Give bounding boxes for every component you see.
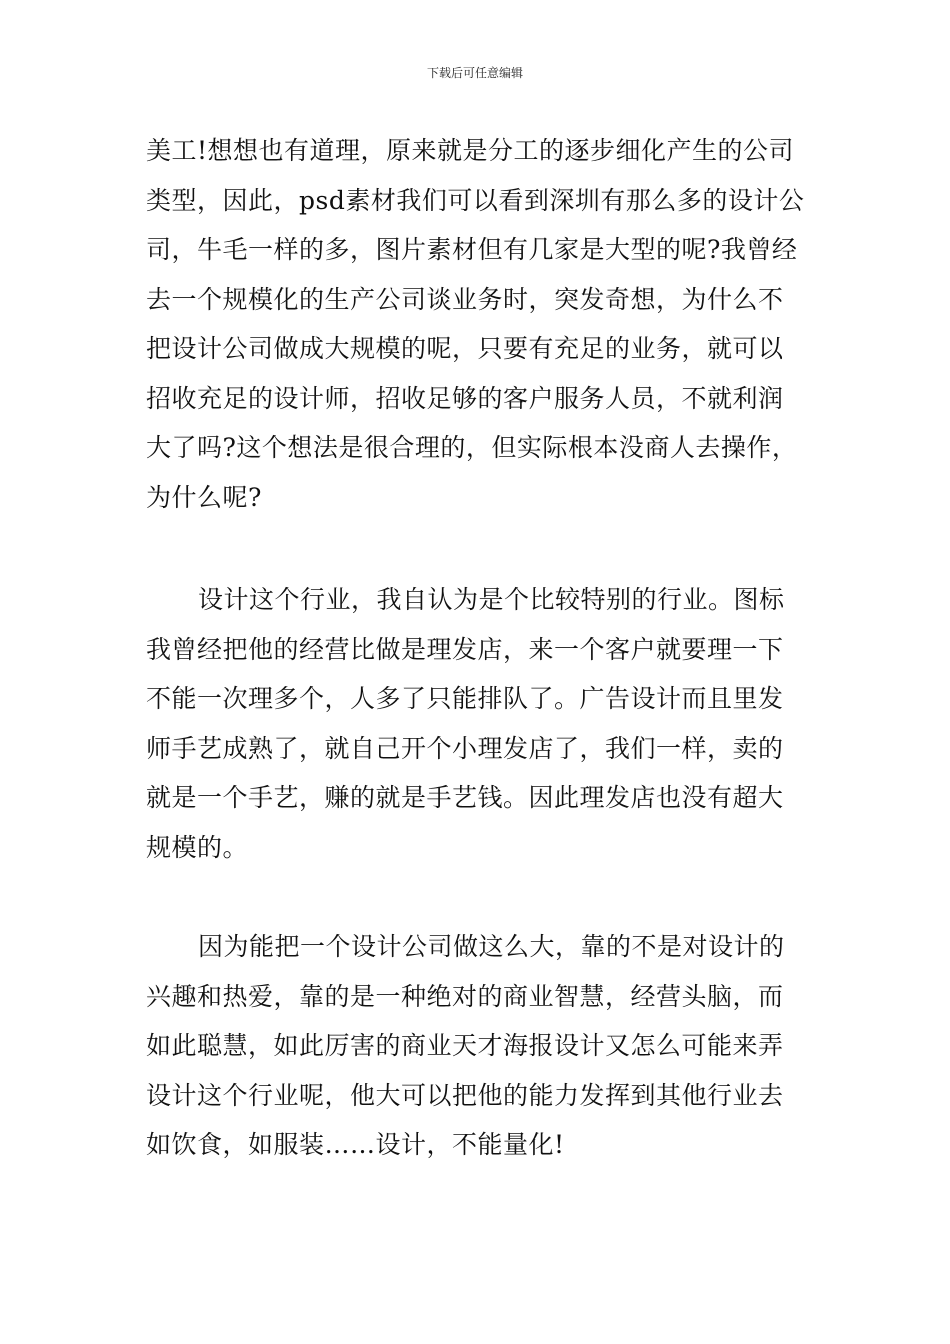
text-line: 把设计公司做成大规模的呢，只要有充足的业务，就可以 — [146, 334, 784, 363]
text-line: 我曾经把他的经营比做是理发店，来一个客户就要理一下 — [146, 634, 784, 664]
text-line-content: 设计这个行业，我自认为是个比较特别的行业。图标 — [198, 585, 785, 614]
text-line: 如此聪慧，如此厉害的商业天才海报设计又怎么可能来弄 — [146, 1031, 784, 1060]
paragraph-1 — [146, 126, 810, 522]
text-line: 类型，因此，psd素材我们可以看到深圳有那么多的设计公 — [146, 185, 805, 215]
paragraph-2 — [146, 575, 810, 872]
text-line-first — [146, 922, 810, 972]
text-line: 去一个规模化的生产公司谈业务时，突发奇想，为什么不 — [146, 284, 784, 314]
text-line-content: 因为能把一个设计公司做这么大，靠的不是对设计的 — [198, 932, 785, 961]
text-line: 招收充足的设计师，招收足够的客户服务人员，不就利润 — [146, 383, 784, 413]
text-line: 美工!想想也有道理，原来就是分工的逐步细化产生的公司 — [146, 136, 795, 165]
text-line: 如饮食，如服装……设计，不能量化! — [146, 1130, 565, 1159]
paragraph-3 — [146, 922, 810, 1170]
text-line: 设计这个行业呢，他大可以把他的能力发挥到其他行业去 — [146, 1080, 784, 1110]
text-line: 不能一次理多个，人多了只能排队了。广告设计而且里发 — [146, 684, 784, 713]
text-line: 规模的。 — [146, 832, 249, 862]
text-line: 为什么呢? — [146, 482, 262, 512]
text-line-first — [146, 575, 810, 625]
text-line: 大了吗?这个想法是很合理的，但实际根本没商人去操作， — [146, 433, 798, 462]
text-line: 师手艺成熟了，就自己开个小理发店了，我们一样，卖的 — [146, 733, 784, 763]
text-line: 兴趣和热爱，靠的是一种绝对的商业智慧，经营头脑，而 — [146, 981, 784, 1011]
page-header: 下载后可任意编辑 — [426, 66, 523, 80]
text-line: 司，牛毛一样的多，图片素材但有几家是大型的呢?我曾经 — [146, 235, 798, 264]
text-line: 就是一个手艺，赚的就是手艺钱。因此理发店也没有超大 — [146, 783, 784, 812]
